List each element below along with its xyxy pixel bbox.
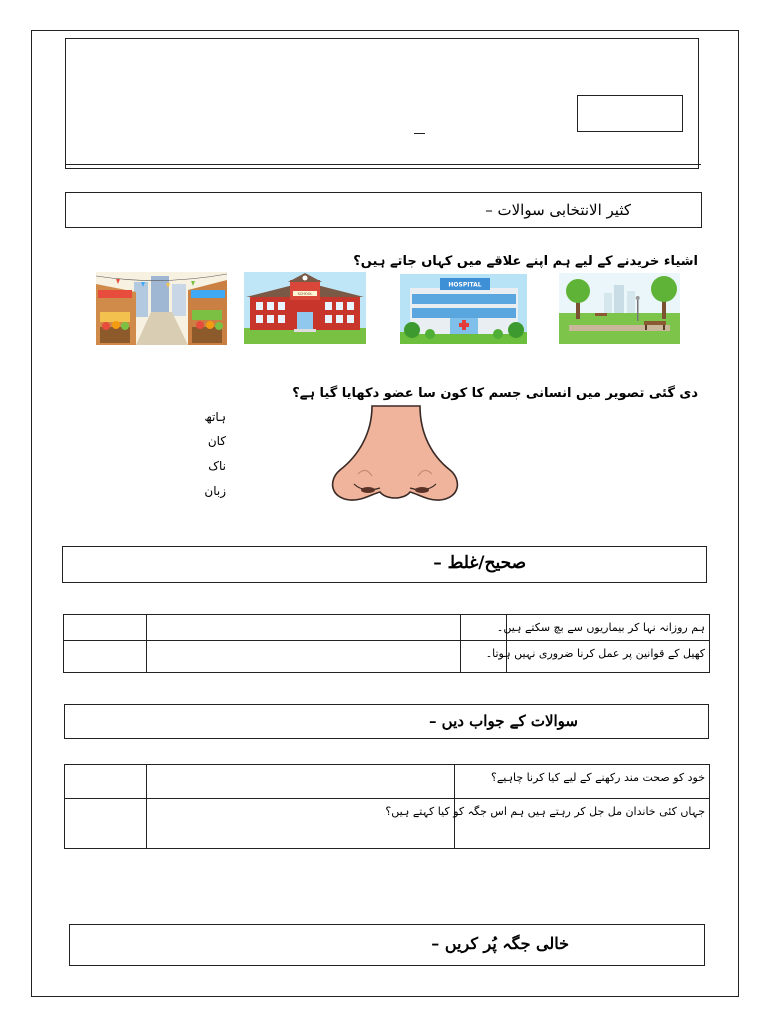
option-nose[interactable]: ناک — [208, 459, 226, 473]
market-picture[interactable] — [96, 272, 227, 345]
short-answer-mark-cell[interactable] — [65, 799, 147, 849]
tf-blank-cell[interactable] — [147, 615, 461, 641]
tf-answer-cell[interactable] — [64, 615, 147, 641]
park-illustration — [559, 273, 680, 344]
school-illustration — [244, 272, 366, 344]
mcq-section-title: کثیر الانتخابی سوالات – — [485, 201, 631, 219]
tf-blank-cell[interactable] — [147, 641, 461, 673]
nose-illustration — [328, 404, 462, 502]
header-divider — [65, 164, 701, 165]
option-tongue[interactable]: زبان — [204, 484, 226, 498]
market-illustration — [96, 272, 227, 345]
short-questions-section-title: سوالات کے جواب دیں – — [428, 712, 578, 730]
fill-blanks-section-title: خالی جگہ پُر کریں – — [431, 934, 569, 953]
hospital-picture[interactable] — [400, 274, 527, 344]
mcq-q2-options — [170, 410, 226, 510]
school-picture[interactable] — [244, 272, 366, 344]
short-question-2: جہاں کئی خاندان مل جل کر رہتے ہیں ہم اس جگہ کو کیا کہتے ہیں؟ — [455, 799, 710, 849]
page-frame — [31, 30, 739, 997]
header-dash — [414, 133, 425, 134]
table-row — [64, 615, 710, 641]
mcq-section-bar — [65, 192, 702, 228]
short-answer-mark-cell[interactable] — [65, 765, 147, 799]
tf-statement-2: کھیل کے قوانین پر عمل کرنا ضروری نہیں ہوتا۔ — [507, 641, 710, 673]
option-hand[interactable]: ہاتھ — [204, 410, 226, 424]
short-answer-cell[interactable] — [147, 765, 455, 799]
true-false-section-bar — [62, 546, 707, 583]
mcq-question-2: دی گئی تصویر میں انسانی جسم کا کون سا عضو دکھایا گیا ہے؟ — [292, 386, 698, 401]
true-false-section-title: صحیح/غلط – — [433, 553, 526, 573]
true-false-table — [63, 614, 710, 673]
table-row — [64, 641, 710, 673]
fill-blanks-section-bar — [69, 924, 705, 966]
nose-picture — [328, 404, 462, 502]
hospital-illustration — [400, 274, 527, 344]
table-row — [65, 799, 710, 849]
short-questions-section-bar — [64, 704, 709, 739]
short-question-1: خود کو صحت مند رکھنے کے لیے کیا کرنا چاہیے؟ — [455, 765, 710, 799]
marks-box[interactable] — [577, 95, 683, 132]
tf-answer-cell[interactable] — [64, 641, 147, 673]
mcq-question-1: اشیاء خریدنے کے لیے ہم اپنے علاقے میں کہاں جاتے ہیں؟ — [353, 254, 698, 269]
school-sign-text: SCHOOL — [297, 292, 313, 296]
table-row — [65, 765, 710, 799]
short-questions-table — [64, 764, 710, 849]
hospital-sign-text: HOSPITAL — [448, 281, 482, 289]
tf-statement-1: ہم روزانہ نہا کر بیماریوں سے بچ سکتے ہیں۔ — [507, 615, 710, 641]
option-ear[interactable]: کان — [207, 434, 226, 448]
park-picture[interactable] — [559, 273, 680, 344]
